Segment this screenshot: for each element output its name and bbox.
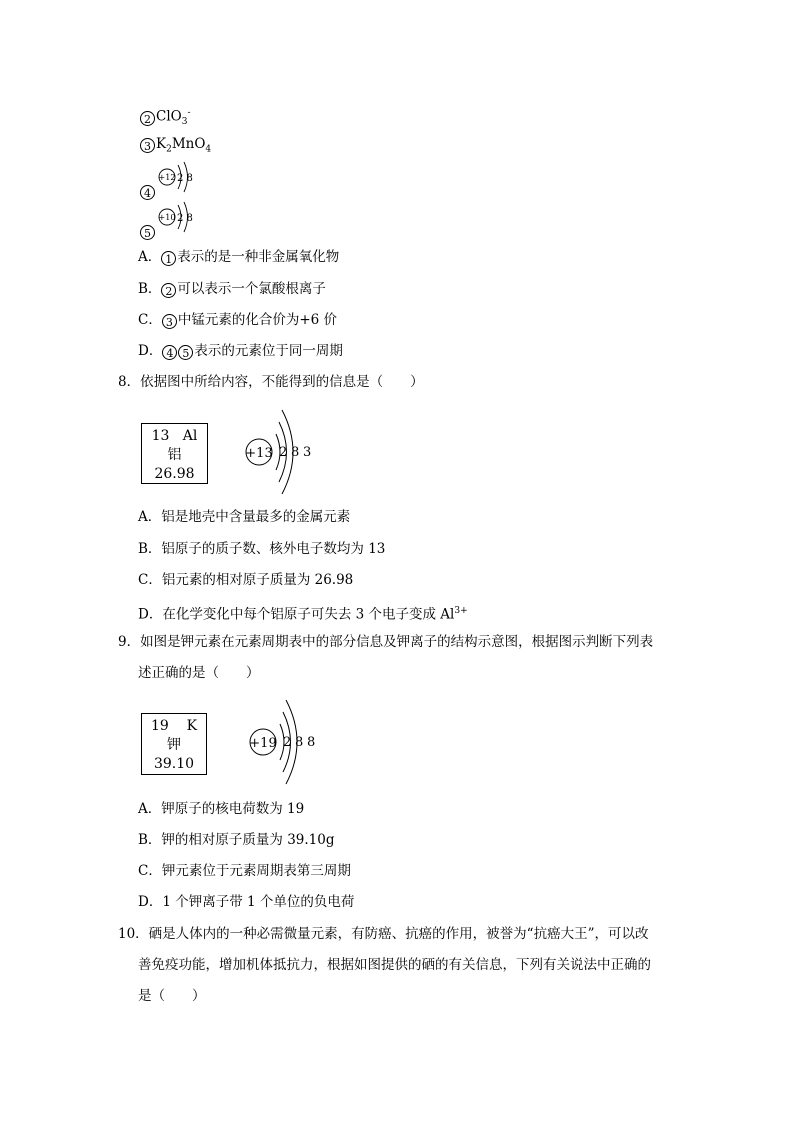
element-number-symbol xyxy=(142,717,206,736)
element-card-aluminum xyxy=(141,423,208,484)
q8-option-b: B．铝原子的质子数、核外电子数均为 13 xyxy=(138,541,386,557)
circled-number: 4 xyxy=(162,345,177,360)
electron-count: 2 xyxy=(283,735,292,750)
circled-number: 3 xyxy=(140,138,155,153)
option-prefix: B． xyxy=(138,281,162,297)
element-name: 钾 xyxy=(167,737,181,753)
potassium-ion-diagram xyxy=(244,693,324,793)
option-text: 可以表示一个氯酸根离子 xyxy=(177,281,326,297)
q7-item-5-label xyxy=(140,222,156,240)
q7-option-c xyxy=(138,311,337,329)
element-number-symbol xyxy=(142,427,207,446)
circled-number: 4 xyxy=(140,185,155,200)
element-card-potassium xyxy=(141,713,207,775)
circled-number: 2 xyxy=(161,283,176,298)
atom-structure-diagram-4 xyxy=(156,160,200,194)
atomic-mass: 26.98 xyxy=(154,466,195,482)
element-symbol: K xyxy=(186,718,198,734)
electron-shells: 2 8 xyxy=(177,213,193,224)
nucleus-label: +12 xyxy=(158,173,176,182)
electron-count: 8 xyxy=(291,445,300,460)
atomic-number: 13 xyxy=(151,428,170,444)
option-prefix: D． xyxy=(138,343,163,359)
subscript: 2 xyxy=(166,144,172,155)
option-text: 中锰元素的化合价为+6 价 xyxy=(177,312,338,328)
subscript: 3 xyxy=(181,117,188,128)
q8-option-d xyxy=(138,602,468,624)
q7-item-3 xyxy=(140,135,211,159)
superscript: - xyxy=(187,108,191,118)
option-text: 表示的元素位于同一周期 xyxy=(194,343,343,359)
circled-number: 1 xyxy=(161,251,176,266)
ion-charge: 3+ xyxy=(454,606,468,616)
chlorate-formula: ClO xyxy=(156,108,182,125)
circled-number: 5 xyxy=(140,225,155,240)
formula-part: K xyxy=(156,136,167,152)
option-text: 表示的是一种非金属氧化物 xyxy=(177,249,340,265)
q9-stem-line-1: 9．如图是钾元素在元素周期表中的部分信息及钾离子的结构示意图，根据图示判断下列表 xyxy=(118,634,654,650)
q9-stem-line-2: 述正确的是（ ） xyxy=(138,665,260,681)
q7-item-4-label xyxy=(140,182,156,200)
electron-count: 2 xyxy=(279,445,288,460)
q9-option-c: C．钾元素位于元素周期表第三周期 xyxy=(138,863,351,879)
option-prefix: A． xyxy=(138,249,162,265)
nucleus-label: +10 xyxy=(158,213,176,222)
q9-option-d: D．1 个钾离子带 1 个单位的负电荷 xyxy=(138,894,355,910)
q7-option-a xyxy=(138,248,339,266)
electron-count: 3 xyxy=(303,445,312,460)
q8-option-c: C．铝元素的相对原子质量为 26.98 xyxy=(138,572,354,588)
q8-stem: 8．依据图中所给内容，不能得到的信息是（ ） xyxy=(118,374,424,390)
electron-count: 8 xyxy=(295,735,304,750)
aluminum-atom-diagram xyxy=(240,400,320,500)
element-symbol: Al xyxy=(182,428,198,444)
electron-count: 8 xyxy=(307,735,316,750)
q7-item-2 xyxy=(140,104,191,131)
q10-stem-line-1: 10．硒是人体内的一种必需微量元素，有防癌、抗癌的作用，被誉为“抗癌大王”，可以改 xyxy=(118,926,649,942)
electron-shells: 2 8 xyxy=(177,173,193,184)
atomic-number: 19 xyxy=(150,718,169,734)
nucleus-label: +19 xyxy=(249,736,277,751)
q9-option-b: B．钾的相对原子质量为 39.10g xyxy=(138,832,335,848)
q8-option-a: A．铝是地壳中含量最多的金属元素 xyxy=(138,509,351,525)
formula-part: MnO xyxy=(171,136,206,152)
q10-stem-line-2: 善免疫功能，增加机体抵抗力，根据如图提供的硒的有关信息，下列有关说法中正确的 xyxy=(138,957,651,973)
q7-option-b xyxy=(138,280,326,298)
atom-structure-diagram-5 xyxy=(156,200,200,234)
atomic-mass: 39.10 xyxy=(153,756,195,772)
element-name: 铝 xyxy=(167,447,182,463)
circled-number: 2 xyxy=(140,111,155,126)
option-prefix: C． xyxy=(138,312,162,328)
q10-stem-line-3: 是（ ） xyxy=(138,988,206,1004)
q7-option-d xyxy=(138,342,343,360)
circled-number: 3 xyxy=(162,314,177,329)
subscript: 4 xyxy=(205,144,212,155)
q9-option-a: A．钾原子的核电荷数为 19 xyxy=(138,801,305,817)
circled-number: 5 xyxy=(178,345,193,360)
nucleus-label: +13 xyxy=(245,446,273,461)
option-text: D．在化学变化中每个铝原子可失去 3 个电子变成 Al xyxy=(138,606,455,623)
